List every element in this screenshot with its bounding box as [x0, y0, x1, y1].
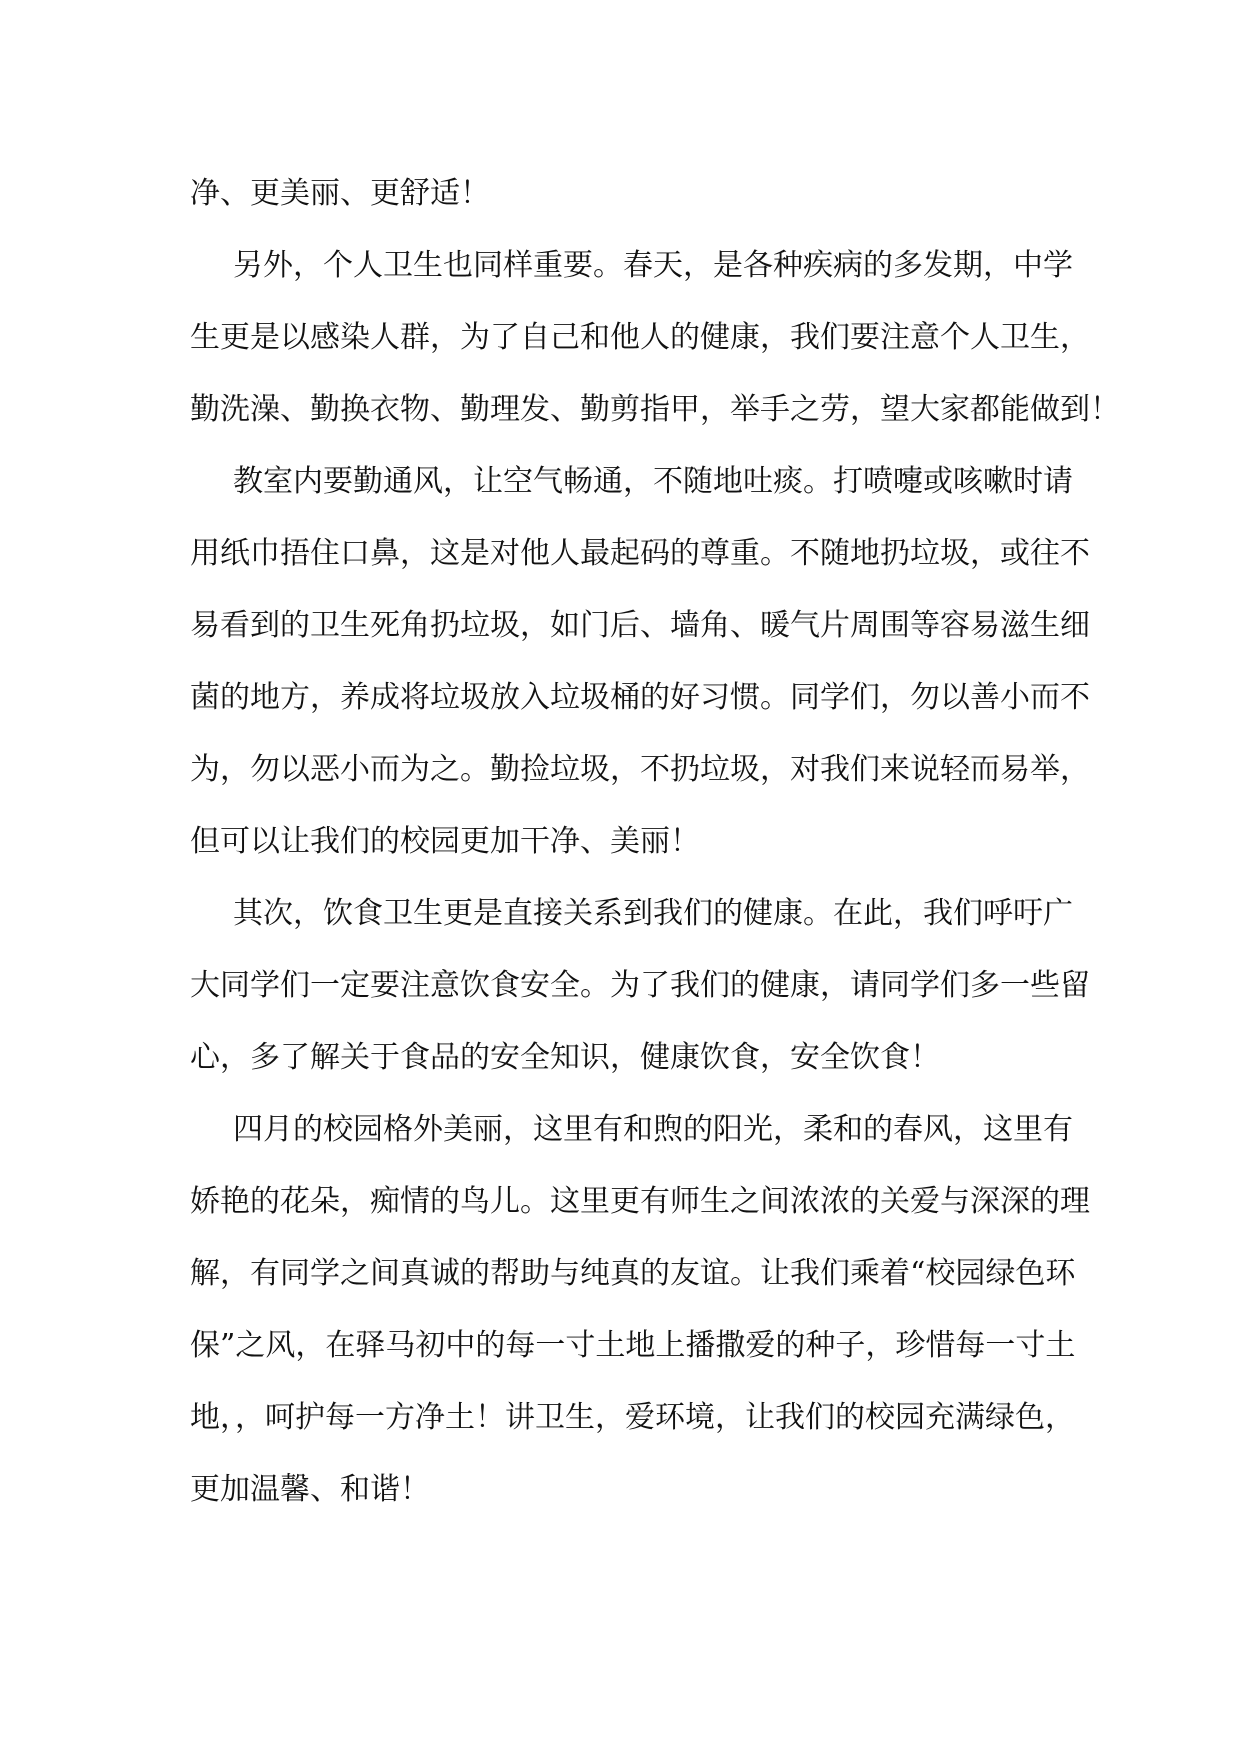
- text-line: 四月的校园格外美丽，这里有和煦的阳光，柔和的春风，这里有: [233, 1112, 1073, 1147]
- document-body: [190, 158, 1120, 1526]
- text-line: 保”之风，在驿马初中的每一寸土地上播撒爱的种子，珍惜每一寸土: [190, 1328, 1076, 1363]
- text-line: 但可以让我们的校园更加干净、美丽！: [190, 824, 700, 859]
- text-line: 勤洗澡、勤换衣物、勤理发、勤剪指甲，举手之劳，望大家都能做到！: [190, 392, 1120, 427]
- text-line: 为，勿以恶小而为之。勤捡垃圾，不扔垃圾，对我们来说轻而易举，: [190, 752, 1090, 787]
- text-line: 更加温馨、和谐！: [190, 1472, 430, 1507]
- text-line: 心，多了解关于食品的安全知识，健康饮食，安全饮食！: [190, 1040, 940, 1075]
- text-line: 大同学们一定要注意饮食安全。为了我们的健康，请同学们多一些留: [190, 968, 1090, 1003]
- text-line: 另外，个人卫生也同样重要。春天，是各种疾病的多发期，中学: [233, 248, 1073, 283]
- text-line: 地，，呵护每一方净土！讲卫生，爱环境，让我们的校园充满绿色，: [190, 1400, 1075, 1435]
- text-line: 易看到的卫生死角扔垃圾，如门后、墙角、暖气片周围等容易滋生细: [190, 608, 1090, 643]
- text-line: 净、更美丽、更舒适！: [190, 176, 490, 211]
- text-line: 教室内要勤通风，让空气畅通，不随地吐痰。打喷嚏或咳嗽时请: [233, 464, 1073, 499]
- text-line: 菌的地方，养成将垃圾放入垃圾桶的好习惯。同学们，勿以善小而不: [190, 680, 1090, 715]
- text-line: 其次，饮食卫生更是直接关系到我们的健康。在此，我们呼吁广: [233, 896, 1073, 931]
- text-line: 娇艳的花朵，痴情的鸟儿。这里更有师生之间浓浓的关爱与深深的理: [190, 1184, 1090, 1219]
- text-line: 用纸巾捂住口鼻，这是对他人最起码的尊重。不随地扔垃圾，或往不: [190, 536, 1090, 571]
- text-line: 生更是以感染人群，为了自己和他人的健康，我们要注意个人卫生，: [190, 320, 1090, 355]
- text-line: 解，有同学之间真诚的帮助与纯真的友谊。让我们乘着“校园绿色环: [190, 1256, 1076, 1291]
